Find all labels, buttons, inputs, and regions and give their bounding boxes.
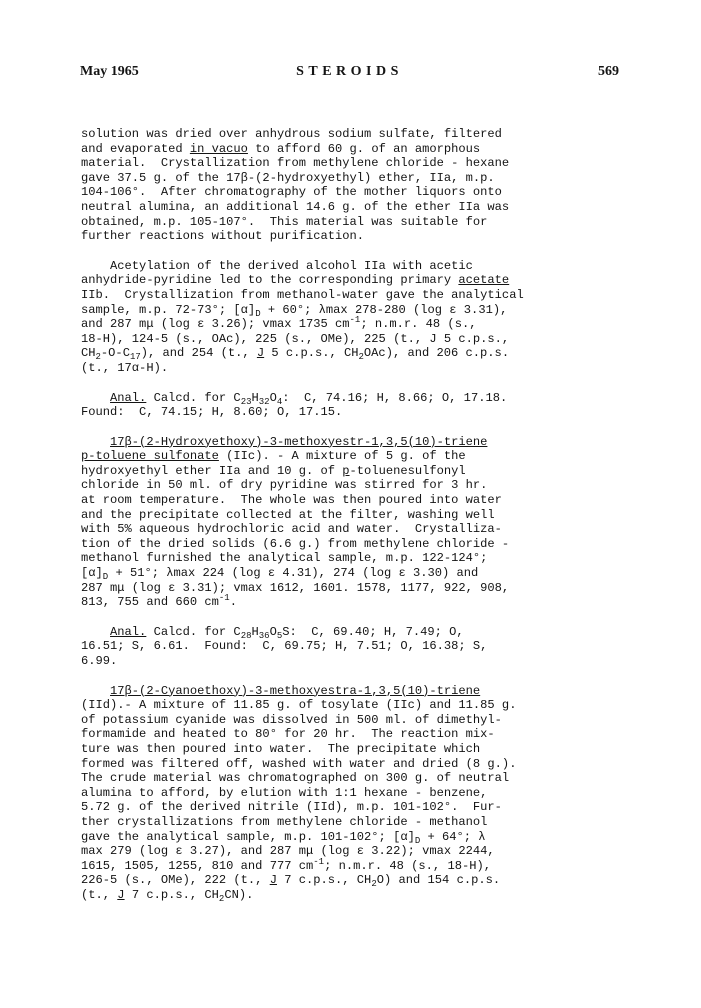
text-line: gave the analytical sample, m.p. 101-102°; $[\alpha]_D + 64^\circ$; λ xyxy=(81,829,486,846)
text-line: (t., J 7 c.p.s., $CH_2CN$). xyxy=(81,887,254,904)
text-line: Found: C, 74.15; H, 8.60; O, 17.15. xyxy=(81,405,343,420)
text-line: 226-5 (s., OMe), 222 (t., J 7 c.p.s., $CH_2O$) and 154 c.p.s. xyxy=(81,873,501,890)
text-line: 18-H), 124-5 (s., OAc), 225 (s., OMe), 225 (t., J 5 c.p.s., xyxy=(81,331,510,346)
text-line: further reactions without purification. xyxy=(81,229,365,244)
text-line: tion of the dried solids (6.6 g.) from methylene chloride - xyxy=(81,536,510,551)
page-number: 569 xyxy=(598,64,619,79)
body-text xyxy=(81,127,626,917)
paragraph-ether-isolation xyxy=(81,127,626,244)
text-line: at room temperature. The whole was then poured into water xyxy=(81,493,502,508)
text-line: solution was dried over anhydrous sodium sulfate, filtered xyxy=(81,127,502,141)
analysis-acetate xyxy=(81,391,626,420)
compound-heading: 17β-(2-Cyanoethoxy)-3-methoxyestra-1,3,5(10)-triene xyxy=(110,683,481,698)
text-line: 287 mμ (log ε 3.31); vmax 1612, 1601. 1578, 1177, 922, 908, xyxy=(81,580,510,595)
text-line: $[\alpha]_D + 51^\circ$; λmax 224 (log ε 4.31), 274 (log ε 3.30) and xyxy=(81,566,479,583)
text-line: and 287 mμ (log ε 3.26); vmax 1735 $cm^{-1}$; n.m.r. 48 (s., xyxy=(81,315,477,332)
text-line: 5.72 g. of the derived nitrile (IId), m.p. 101-102°. Fur- xyxy=(81,800,502,815)
text-line: Acetylation of the derived alcohol IIa with acetic xyxy=(81,258,473,273)
compound-heading: 17β-(2-Hydroxyethoxy)-3-methoxyestr-1,3,5(10)-triene xyxy=(110,434,488,449)
text-line: ture was then poured into water. The precipitate which xyxy=(81,741,481,756)
text-line: formed was filtered off, washed with water and dried (8 g.). xyxy=(81,756,517,771)
text-line: formamide and heated to 80° for 20 hr. The reaction mix- xyxy=(81,727,495,742)
text-line: gave 37.5 g. of the 17β-(2-hydroxyethyl) ether, IIa, m.p. xyxy=(81,170,495,185)
text-line: 104-106°. After chromatography of the mother liquors onto xyxy=(81,185,502,200)
text-line: ther crystallizations from methylene chloride - methanol xyxy=(81,814,488,829)
text-line: material. Crystallization from methylene chloride - hexane xyxy=(81,156,510,171)
text-line: of potassium cyanide was dissolved in 500 ml. of dimethyl- xyxy=(81,712,502,727)
header-journal-title: STEROIDS xyxy=(296,64,403,79)
text-line: methanol furnished the analytical sample, m.p. 122-124°; xyxy=(81,551,488,566)
header-date: May 1965 xyxy=(80,64,139,79)
text-line: (IId).- A mixture of 11.85 g. of tosylate (IIc) and 11.85 g. xyxy=(81,698,517,713)
text-line: anhydride-pyridine led to the corresponding primary acetate xyxy=(81,273,510,288)
text-line: IIb. Crystallization from methanol-water gave the analytical xyxy=(81,287,524,302)
running-header xyxy=(80,64,619,84)
text-line: sample, m.p. 72-73°; $[\alpha]_D + 60^\circ$; λmax 278-280 (log ε 3.31), xyxy=(81,302,508,319)
analysis-tosylate xyxy=(81,625,626,669)
text-line: Anal. Calcd. for $C_{23}H_{32}O_4$: C, 74.16; H, 8.66; O, 17.18. xyxy=(110,390,508,407)
text-line: The crude material was chromatographed on 300 g. of neutral xyxy=(81,771,510,786)
text-line: hydroxyethyl ether IIa and 10 g. of p-toluenesulfonyl xyxy=(81,463,466,478)
text-line: 6.99. xyxy=(81,654,118,668)
text-line: with 5% aqueous hydrochloric acid and water. Crystalliza- xyxy=(81,522,502,537)
text-line: 16.51; S, 6.61. Found: C, 69.75; H, 7.51; O, 16.38; S, xyxy=(81,639,488,654)
text-line: and evaporated in vacuo to afford 60 g. of an amorphous xyxy=(81,141,481,156)
text-line: obtained, m.p. 105-107°. This material was suitable for xyxy=(81,214,488,229)
paragraph-acetylation xyxy=(81,259,626,376)
text-line: and the precipitate collected at the filter, washing well xyxy=(81,507,495,522)
text-line: max 279 (log ε 3.27), and 287 mμ (log ε 3.22); vmax 2244, xyxy=(81,844,495,859)
text-line: (t., 17α-H). xyxy=(81,360,169,375)
paragraph-tosylate xyxy=(81,435,626,610)
text-line: alumina to afford, by elution with 1:1 hexane - benzene, xyxy=(81,785,488,800)
text-line: 813, 755 and 660 $cm^{-1}$. xyxy=(81,593,237,610)
text-line: 1615, 1505, 1255, 810 and 777 $cm^{-1}$; n.m.r. 48 (s., 18-H), xyxy=(81,856,491,873)
text-line: neutral alumina, an additional 14.6 g. of the ether IIa was xyxy=(81,199,510,214)
text-line: Anal. Calcd. for $C_{28}H_{36}O_5S$: C, 69.40; H, 7.49; O, xyxy=(110,624,464,641)
analysis-label: Anal. xyxy=(110,624,147,639)
paragraph-nitrile xyxy=(81,684,626,903)
text-line: chloride in 50 ml. of dry pyridine was stirred for 3 hr. xyxy=(81,478,488,493)
text-line: $CH_2-O-C_{17}$), and 254 (t., J 5 c.p.s., $CH_2OAc$), and 206 c.p.s. xyxy=(81,346,510,363)
text-line: p-toluene sulfonate (IIc). - A mixture of 5 g. of the xyxy=(81,449,466,464)
analysis-label: Anal. xyxy=(110,390,147,405)
